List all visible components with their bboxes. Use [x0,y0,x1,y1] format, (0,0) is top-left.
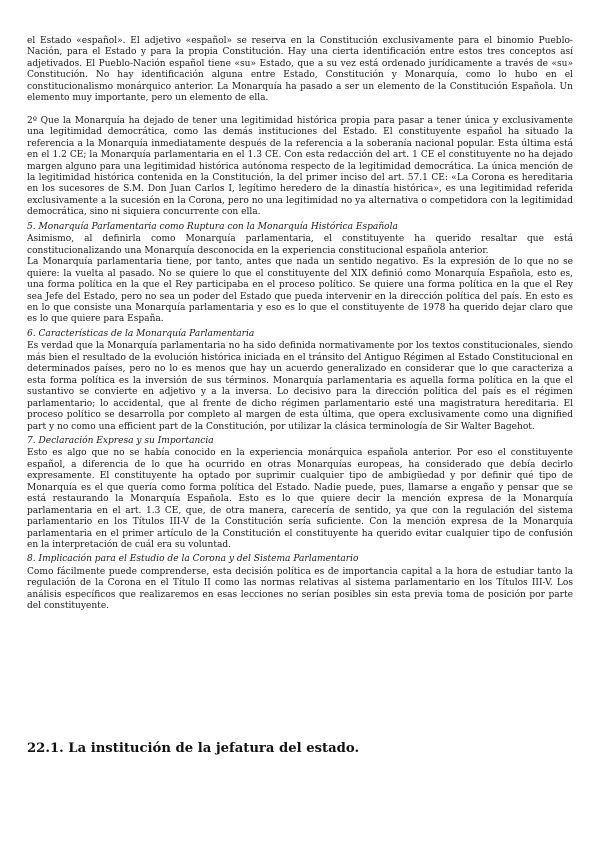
paragraph-sentido-negativo: La Monarquía parlamentaria tiene, por tanto, antes que nada un sentido negativo. Es la expresión de lo que no se quiere: la vuelta al pasado. No se quiere lo que el constituyente del XIX definió como Monarquía Española, esto es, una forma política en la que el Rey participaba en el proceso político. Se quiere una forma política en la que el Rey sea Jefe del Estado, pero no sea un poder del Estado que pueda intervenir en la dirección política del país. En esto es en lo que consiste una Monarquía parlamentaria y eso es lo que el constituyente de 1978 ha querido dejar claro que es lo que quiere para España. [27,257,573,325]
paragraph-asimismo: Asimismo, al definirla como Monarquía parlamentaria, el constituyente ha querido resaltar que está constitucionalizando una Monarquía desconocida en la experiencia constitucional española anterior. [27,234,573,256]
paragraph-estado-espanol: el Estado «español». El adjetivo «español» se reserva en la Constitución exclusivamente para el binomio Pueblo-Nación, para el Estado y para la propia Constitución. Hay una cierta identificación entre estos tres conceptos así adjetivados. El Pueblo-Nación español tiene «su» Estado, que a su vez está ordenado jurídicamente a través de «su» Constitución. No hay identificación alguna entre Estado, Constitución y Monarquía, como lo hubo en el constitucionalismo monárquico anterior. La Monarquía ha pasado a ser un elemento de la Constitución Española. Un elemento muy importante, pero un elemento de ella. [27,36,573,104]
paragraph-declaracion-expresa: Esto es algo que no se había conocido en la experiencia monárquica española anterior. Por eso el constituyente español, a diferencia de lo que ha ocurrido en otras Monarquías europeas, ha considerado que debía decirlo expresamente. El constituyente ha optado por suprimir cualquier tipo de ambigüedad y por definir qué tipo de Monarquía es el que quería como forma política del Estado. Nadie puede, pues, llamarse a engaño y pensar que se está restaurando la Monarquía Española. Esto es lo que quiere decir la mención expresa de la Monarquía parlamentaria en el art. 1.3 CE, que, de otra manera, carecería de sentido, ya que con la regulación del sistema parlamentario en los Títulos III-V de la Constitución sería suficiente. Con la mención expresa de la Monarquía parlamentaria en el primer artículo de la Constitución el constituyente ha querido evitar cualquier tipo de confusión en la interpretación de cuál era su voluntad. [27,448,573,551]
paragraph-caracteristicas: Es verdad que la Monarquía parlamentaria no ha sido definida normativamente por los textos constitucionales, siendo más bien el resultado de la evolución histórica iniciada en el tránsito del Antiguo Régimen al Estado Constitucional en determinados países, pero no lo es menos que hay un acuerdo generalizado en considerar que lo que caracteriza a esta forma política es la inversión de sus términos. Monarquía parlamentaria es aquella forma política en la que el sustantivo se convierte en adjetivo y a la inversa. Lo decisivo para la dirección política del país es el régimen parlamentario; lo accidental, que al frente de dicho régimen parlamentario esté una magistratura hereditaria. El proceso político se desarrolla por completo al margen de esta última, que opera exclusivamente como una dignified part y no como una efficient part de la Constitución, por utilizar la clásica terminología de Sir Walter Bagehot. [27,341,573,432]
section-heading-8: 8. Implicación para el Estudio de la Corona y del Sistema Parlamentario [27,554,359,565]
paragraph-legitimidad: 2º Que la Monarquía ha dejado de tener una legitimidad histórica propia para pasar a tener única y exclusivamente una legitimidad democrática, como las demás instituciones del Estado. El constituyente español ha situado la referencia a la Monarquía inmediatamente después de la referencia a la soberanía nacional popular. Esta última está en el 1.2 CE; la Monarquía parlamentaria en el 1.3 CE. Con esta redacción del art. 1 CE el constituyente no ha dejado margen alguno para una legitimidad histórica autónoma respecto de la legitimidad democrática. La única mención de la legitimidad histórica contenida en la Constitución, la del primer inciso del art. 57.1 CE: «La Corona es hereditaria en los sucesores de S.M. Don Juan Carlos I, legítimo heredero de la dinastía histórica», es una legitimidad referida exclusivamente a la sucesión en la Corona, pero no una legitimidad no ya alternativa o competidora con la legitimidad democrática, sino ni siquiera concurrente con ella. [27,115,573,218]
document-body [27,36,573,613]
paragraph-implicacion: Como fácilmente puede comprenderse, esta decisión política es de importancia capital a la hora de estudiar tanto la regulación de la Corona en el Título II como las normas relativas al sistema parlamentario en los Títulos III-V. Los análisis específicos que realizaremos en esas lecciones no serían posibles sin esta previa toma de posición por parte del constituyente. [27,566,573,612]
section-heading-6: 6. Características de la Monarquía Parlamentaria [27,328,255,339]
chapter-title: 22.1. La institución de la jefatura del estado. [27,741,360,756]
section-heading-7: 7. Declaración Expresa y su Importancia [27,435,214,446]
section-heading-5: 5. Monarquía Parlamentaria como Ruptura con la Monarquía Histórica Española [27,221,398,232]
